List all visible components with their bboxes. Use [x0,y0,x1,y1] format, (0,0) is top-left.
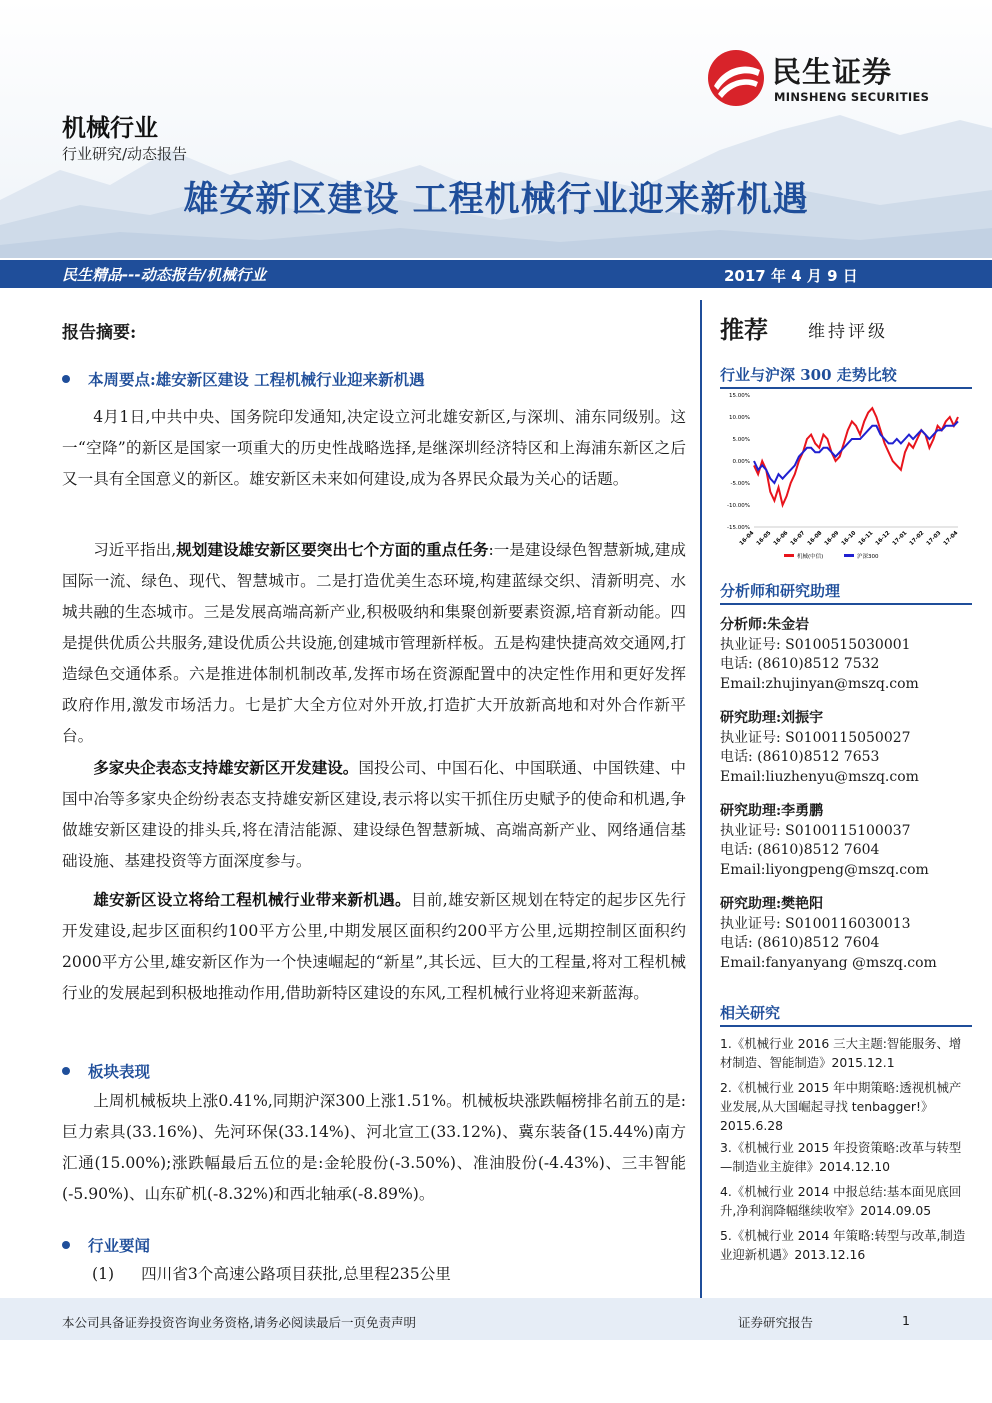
analyst-card [720,616,919,694]
rating-value: 维持评级 [808,322,888,342]
x-tick-label: 16-07 [789,530,807,547]
bullet-icon [62,1241,70,1249]
analyst-phone: 电话: (8610)8512 7532 [720,656,880,672]
column-divider [700,300,702,1300]
analyst-phone: 电话: (8610)8512 7604 [720,935,880,951]
y-tick-label: 5.00% [732,437,750,443]
paragraph-2-rest: :一是建设绿色智慧新城,建成国际一流、绿色、现代、智慧城市。二是打造优美生态环境,构建蓝绿交织、清新明亮、水城共融的生态城市。三是发展高端高新产业,积极吸纳和集聚创新要素资源,培育新动能。四是提供优质公共服务,建设优质公共设施,创建城市管理新样板。五是构建快捷高效交通网,打造绿色交通体系。六是推进体制机制改革,发挥市场在资源配置中的决定性作用和更好发挥政府作用,激发市场活力。七是扩大全方位对外开放,打造扩大开放新高地和对外合作新平台。 [62,541,686,745]
trend-comparison-chart [722,388,974,568]
paragraph-4-bold: 雄安新区设立将给工程机械行业带来新机遇。 [93,890,411,909]
paragraph-3-bold: 多家央企表态支持雄安新区开发建设。 [93,758,359,777]
series-line [754,408,958,505]
analyst-cert: 执业证号: S0100116030013 [720,915,911,932]
legend-label: 沪深300 [857,554,879,560]
logo-emblem-icon [706,48,766,108]
y-tick-label: -10.00% [727,503,750,509]
related-research-item[interactable]: 3.《机械行业 2015 年投资策略:改革与转型—制造业主旋律》2014.12.10 [720,1140,962,1174]
related-research-heading: 相关研究 [720,1002,972,1027]
analyst-card [720,895,937,973]
section-heading-sector [62,1060,150,1082]
y-tick-label: 0.00% [732,459,750,465]
section-heading-text: 板块表现 [88,1062,151,1081]
report-date: 2017 年 4 月 9 日 [724,267,858,285]
paragraph-2-lead: 习近平指出, [93,541,177,559]
news-item-number: (1) [92,1265,115,1283]
analyst-name: 研究助理:樊艳阳 [720,896,824,912]
x-tick-label: 17-03 [925,530,943,547]
rating-label: 推荐 [720,316,768,344]
report-title: 雄安新区建设 工程机械行业迎来新机遇 [183,180,809,220]
x-tick-label: 17-04 [942,530,960,547]
x-tick-label: 17-02 [908,530,926,547]
y-tick-label: -5.00% [730,481,750,487]
paragraph-3 [62,752,686,877]
bullet-icon [62,375,70,383]
x-tick-label: 16-06 [772,530,790,547]
legend-swatch [784,554,794,557]
industry-name: 机械行业 [62,114,158,142]
related-research-item[interactable]: 2.《机械行业 2015 年中期策略:透视机械产业发展,从大国崛起寻找 tenbagger!》2015.6.28 [720,1080,962,1133]
band-series-label: 民生精品---动态报告/机械行业 [62,266,267,284]
x-tick-label: 16-11 [857,530,875,547]
summary-heading: 报告摘要: [62,323,137,343]
paragraph-4 [62,884,686,1009]
analyst-card [720,802,929,880]
x-tick-label: 16-08 [806,530,824,547]
company-logo [706,48,936,110]
analyst-name: 研究助理:刘振宇 [720,710,824,726]
paragraph-1: 4月1日,中共中央、国务院印发通知,决定设立河北雄安新区,与深圳、浦东同级别。这一“空降”的新区是国家一项重大的历史性战略选择,是继深圳经济特区和上海浦东新区之后又一具有全国意义的新区。雄安新区未来如何建设,成为各界民众最为关心的话题。 [62,408,686,488]
x-tick-label: 16-09 [823,530,841,547]
legend-label: 机械(中信) [797,554,824,560]
paragraph-2 [62,534,686,752]
section-heading-news [62,1234,150,1256]
paragraph-2-bold: 规划建设雄安新区要突出七个方面的重点任务 [176,540,489,559]
section-heading-text: 行业要闻 [88,1236,151,1255]
x-tick-label: 16-12 [874,530,892,547]
analyst-email[interactable]: Email:fanyanyang @mszq.com [720,954,937,971]
analyst-name: 研究助理:李勇鹏 [720,803,824,819]
analyst-card [720,709,919,787]
y-tick-label: 10.00% [729,415,750,421]
analyst-phone: 电话: (8610)8512 7604 [720,842,880,858]
logo-english-name: MINSHENG SECURITIES [774,90,930,104]
legend-swatch [844,554,854,557]
footer-report-label: 证券研究报告 [738,1315,814,1330]
chart-heading: 行业与沪深 300 走势比较 [720,364,972,389]
x-tick-label: 16-05 [755,530,773,547]
related-research-item[interactable]: 4.《机械行业 2014 中报总结:基本面见底回升,净利润降幅继续收窄》2014.09.05 [720,1184,962,1218]
paragraph-3-rest: 国投公司、中国石化、中国联通、中国铁建、中国中冶等多家央企纷纷表态支持雄安新区建设,表示将以实干抓住历史赋予的使命和机遇,争做雄安新区建设的排头兵,将在清洁能源、建设绿色智慧新城、高端高新产业、网络通信基础设施、基建投资等方面深度参与。 [62,759,686,870]
x-tick-label: 16-10 [840,530,858,547]
news-item-text: 四川省3个高速公路项目获批,总里程235公里 [141,1265,451,1283]
related-research-item[interactable]: 1.《机械行业 2016 三大主题:智能服务、增材制造、智能制造》2015.12.1 [720,1036,962,1070]
analyst-email[interactable]: Email:liyongpeng@mszq.com [720,861,929,878]
x-tick-label: 16-04 [738,530,756,547]
analyst-cert: 执业证号: S0100115050027 [720,729,911,746]
analysts-heading: 分析师和研究助理 [720,580,972,605]
section-heading-weekly [62,368,425,390]
analyst-email[interactable]: Email:liuzhenyu@mszq.com [720,768,919,785]
analyst-cert: 执业证号: S0100115100037 [720,822,911,839]
y-tick-label: 15.00% [729,393,750,399]
page-number: 1 [902,1313,910,1328]
report-type: 行业研究/动态报告 [62,145,188,163]
analyst-cert: 执业证号: S0100515030001 [720,636,911,653]
analyst-name: 分析师:朱金岩 [720,617,810,633]
analyst-phone: 电话: (8610)8512 7653 [720,749,880,765]
paragraph-4-rest: 目前,雄安新区规划在特定的起步区先行开发建设,起步区面积约100平方公里,中期发展区面积约200平方公里,远期控制区面积约2000平方公里,雄安新区作为一个快速崛起的“新星”,其长远、巨大的工程量,将对工程机械行业的发展起到积极地推动作用,借助新特区建设的东风,工程机械行业将迎来新蓝海。 [62,891,686,1002]
analyst-email[interactable]: Email:zhujinyan@mszq.com [720,675,919,692]
y-tick-label: -15.00% [727,525,750,531]
series-line [754,421,958,483]
x-tick-label: 17-01 [891,530,909,547]
paragraph-5: 上周机械板块上涨0.41%,同期沪深300上涨1.51%。机械板块涨跌幅榜排名前五的是:巨力索具(33.16%)、先河环保(33.14%)、河北宣工(33.12%)、冀东装备(15.44%)南方汇通(15.00%);涨跌幅最后五位的是:金轮股份(-3.50%)、准油股份(-4.43%)、三丰智能(-5.90%)、山东矿机(-8.32%)和西北轴承(-8.89%)。 [62,1092,686,1203]
section-heading-text: 本周要点:雄安新区建设 工程机械行业迎来新机遇 [88,370,425,389]
news-item-1 [92,1262,451,1284]
footer-disclaimer: 本公司具备证券投资咨询业务资格,请务必阅读最后一页免责声明 [62,1315,416,1330]
related-research-item[interactable]: 5.《机械行业 2014 年策略:转型与改革,制造业迎新机遇》2013.12.16 [720,1228,966,1262]
bullet-icon [62,1067,70,1075]
logo-chinese-name: 民生证券 [772,55,893,89]
